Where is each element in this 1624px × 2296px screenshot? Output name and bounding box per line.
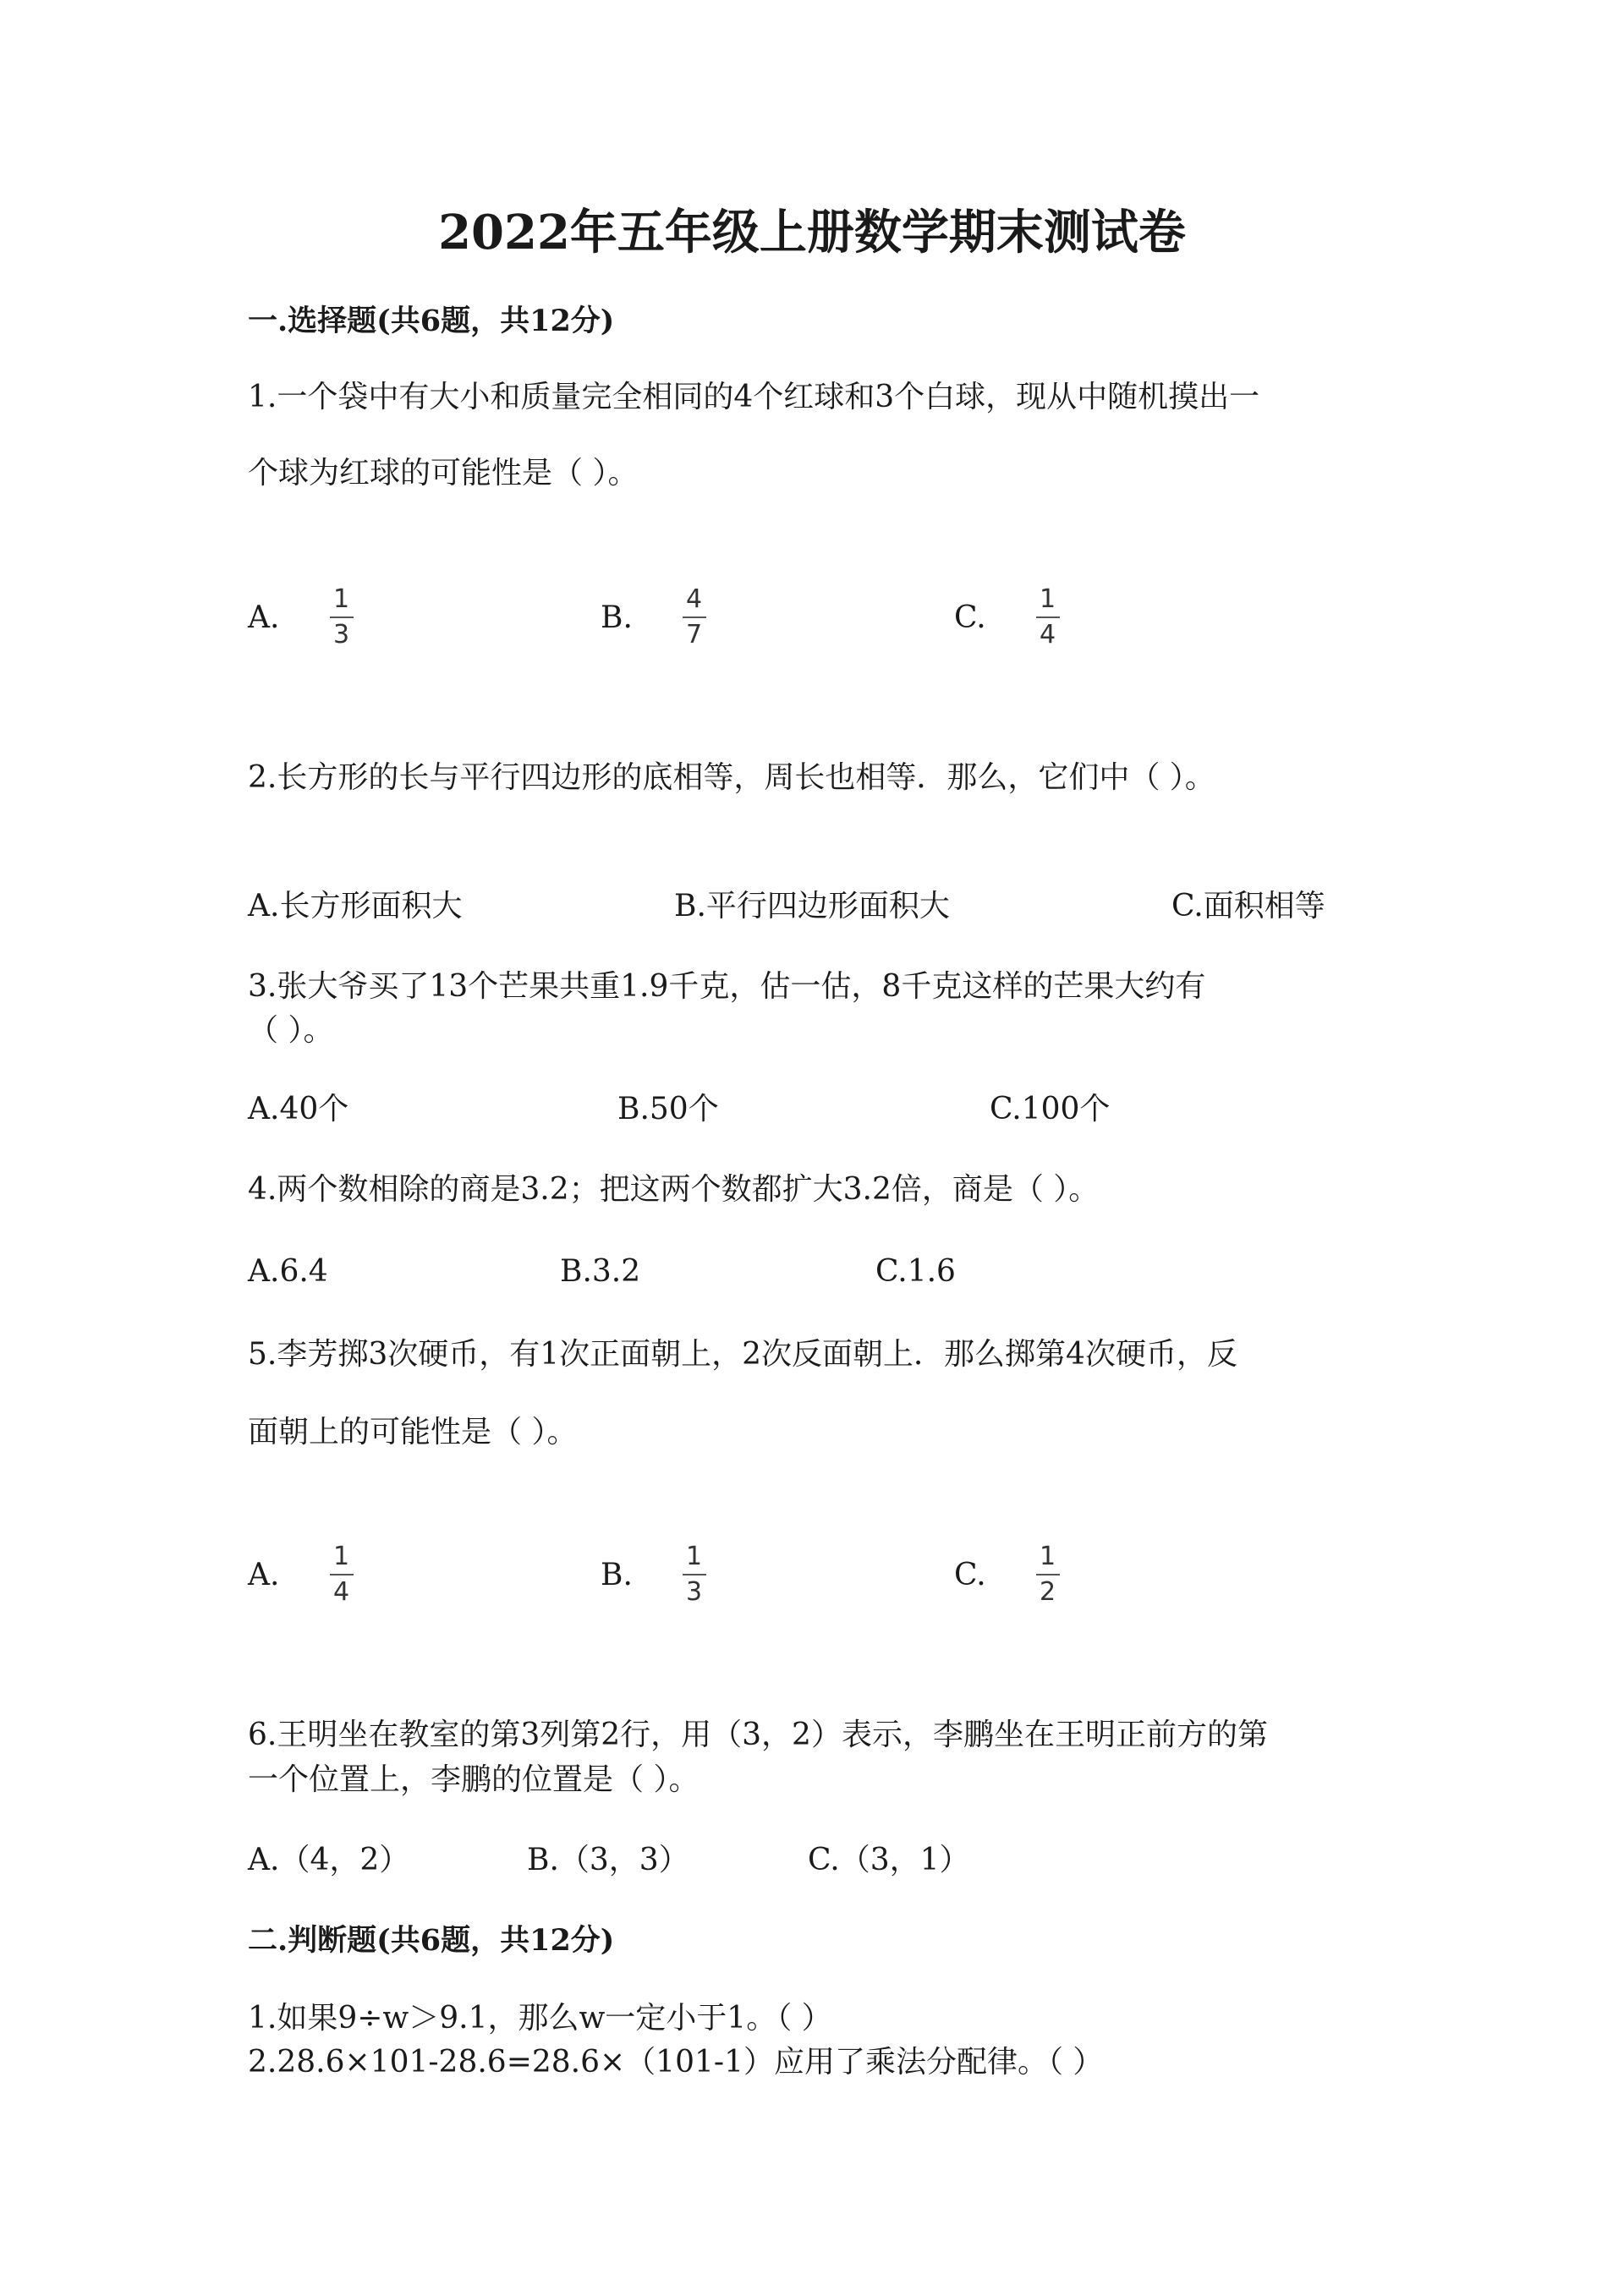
fraction xyxy=(328,1542,354,1608)
option-label: A. xyxy=(248,600,280,635)
fraction-numerator: 1 xyxy=(333,1542,350,1571)
question-1-text-line2: 个球为红球的可能性是（ ）。 xyxy=(248,456,639,490)
fraction-bar xyxy=(330,616,354,618)
question-4-text-line1: 4.两个数相除的商是3.2；把这两个数都扩大3.2倍，商是（ ）。 xyxy=(248,1172,1100,1207)
question-5-option-a[interactable] xyxy=(248,1537,354,1613)
question-3-text-line1: 3.张大爷买了13个芒果共重1.9千克，估一估，8千克这样的芒果大约有 xyxy=(248,969,1206,1004)
fraction xyxy=(1034,584,1061,650)
fraction-denominator: 4 xyxy=(333,1577,350,1607)
section-heading-choice: 一.选择题(共6题，共12分) xyxy=(248,304,615,338)
question-3-text-line2: （ ）。 xyxy=(248,1013,334,1048)
question-5-option-c[interactable] xyxy=(954,1537,1061,1613)
page-title: 2022年五年级上册数学期末测试卷 xyxy=(438,205,1186,260)
fraction-numerator: 1 xyxy=(1040,584,1056,614)
fraction xyxy=(681,584,707,650)
question-2-option-a[interactable]: A.长方形面积大 xyxy=(248,889,463,923)
fraction-denominator: 3 xyxy=(333,620,350,649)
question-6-text-line1: 6.王明坐在教室的第3列第2行，用（3，2）表示，李鹏坐在王明正前方的第 xyxy=(248,1718,1268,1752)
option-label: A. xyxy=(248,1557,280,1592)
fraction xyxy=(681,1542,707,1608)
question-6-option-a[interactable]: A.（4，2） xyxy=(248,1843,410,1877)
fraction-numerator: 1 xyxy=(1040,1542,1056,1571)
question-1-option-a[interactable] xyxy=(248,579,354,655)
fraction-bar xyxy=(330,1574,354,1575)
question-1-option-c[interactable] xyxy=(954,579,1061,655)
fraction-numerator: 1 xyxy=(333,584,350,614)
fraction-numerator: 1 xyxy=(686,1542,703,1571)
question-6-option-b[interactable]: B.（3，3） xyxy=(527,1843,689,1877)
fraction-bar xyxy=(683,616,706,618)
question-3-option-b[interactable]: B.50个 xyxy=(617,1092,719,1126)
question-2-text-line1: 2.长方形的长与平行四边形的底相等，周长也相等．那么，它们中（ ）。 xyxy=(248,760,1215,795)
option-label: B. xyxy=(601,1557,633,1592)
question-6-text-line2: 一个位置上，李鹏的位置是（ ）。 xyxy=(248,1762,700,1797)
question-5-text-line1: 5.李芳掷3次硬币，有1次正面朝上，2次反面朝上．那么掷第4次硬币，反 xyxy=(248,1337,1237,1372)
fraction-denominator: 3 xyxy=(686,1577,703,1607)
fraction-numerator: 4 xyxy=(686,584,703,614)
question-4-option-c[interactable]: C.1.6 xyxy=(875,1254,956,1289)
question-3-option-a[interactable]: A.40个 xyxy=(248,1092,349,1126)
question-6-option-c[interactable]: C.（3，1） xyxy=(808,1843,970,1877)
fraction-denominator: 2 xyxy=(1040,1577,1056,1607)
fraction-denominator: 7 xyxy=(686,620,703,649)
judgement-question-1: 1.如果9÷w＞9.1，那么w一定小于1。（ ） xyxy=(248,2001,832,2036)
fraction-bar xyxy=(1036,616,1060,618)
option-label: C. xyxy=(954,600,986,635)
section-heading-judgement: 二.判断题(共6题，共12分) xyxy=(248,1923,615,1958)
question-1-text-line1: 1.一个袋中有大小和质量完全相同的4个红球和3个白球，现从中随机摸出一 xyxy=(248,380,1260,414)
judgement-question-2: 2.28.6×101-28.6=28.6×（101-1）应用了乘法分配律。（ ） xyxy=(248,2045,1104,2080)
question-5-text-line2: 面朝上的可能性是（ ）。 xyxy=(248,1415,578,1449)
question-4-option-a[interactable]: A.6.4 xyxy=(248,1254,328,1289)
fraction xyxy=(1034,1542,1061,1608)
fraction xyxy=(328,584,354,650)
question-2-option-b[interactable]: B.平行四边形面积大 xyxy=(674,889,950,923)
option-label: C. xyxy=(954,1557,986,1592)
question-4-option-b[interactable]: B.3.2 xyxy=(560,1254,641,1289)
question-1-option-b[interactable] xyxy=(601,579,707,655)
fraction-denominator: 4 xyxy=(1040,620,1056,649)
fraction-bar xyxy=(1036,1574,1060,1575)
option-label: B. xyxy=(601,600,633,635)
question-3-option-c[interactable]: C.100个 xyxy=(990,1092,1111,1126)
fraction-bar xyxy=(683,1574,706,1575)
question-2-option-c[interactable]: C.面积相等 xyxy=(1171,889,1325,923)
question-5-option-b[interactable] xyxy=(601,1537,707,1613)
